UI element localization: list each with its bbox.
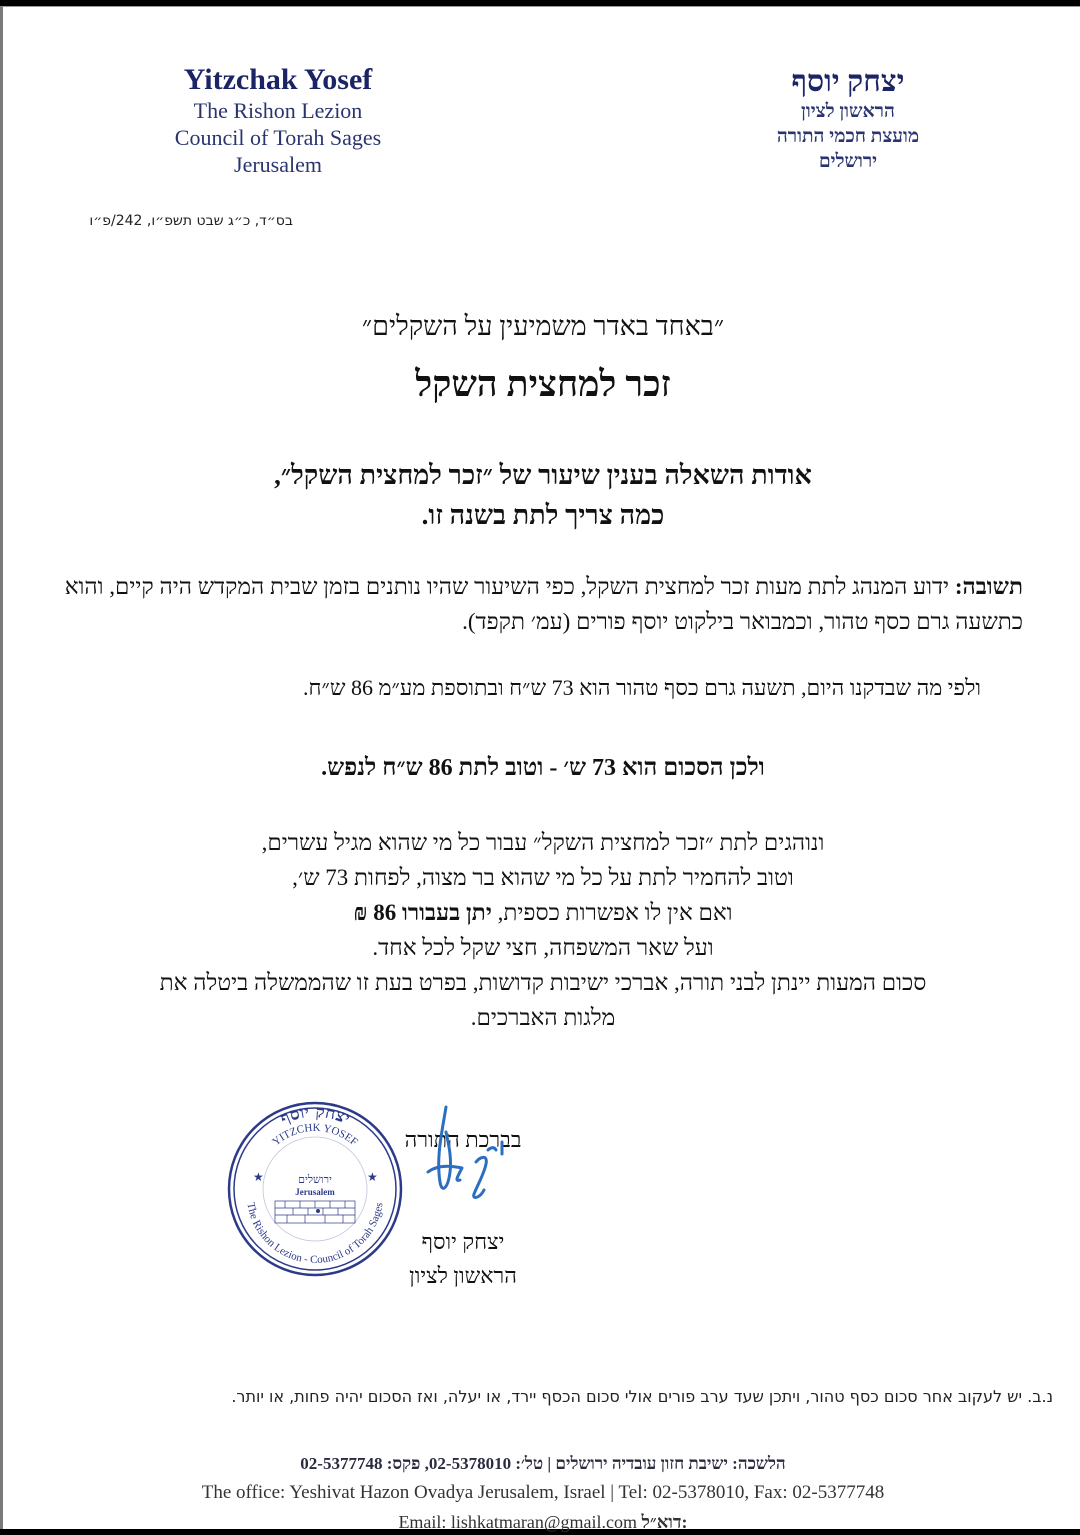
svg-text:YITZCHK YOSEF: YITZCHK YOSEF (270, 1121, 360, 1149)
custom-line-3-plain: ואם אין לו אפשרות כספית, (491, 900, 733, 925)
letterhead-city-he: ירושלים (818, 151, 878, 172)
postscript-note: נ.ב. יש לעקוב אחר סכום כסף טהור, ויתכן שעד ערב פורים אולי סכום הכסף יירד, או יעלה, ואז הסכום יהיה פחות, או יותר. (231, 1387, 1053, 1406)
svg-text:The Rishon Lezion - Council of: The Rishon Lezion - Council of Torah Sages (244, 1201, 386, 1267)
custom-line-4: ועל שאר המשפחה, חצי שקל לכל אחד. (372, 935, 714, 960)
letterhead-council-he: מועצת חכמי התורה (776, 126, 920, 147)
heading-quote: ״באחד באדר משמיעין על השקלים״ (361, 311, 725, 341)
handwritten-signature (418, 1102, 538, 1212)
footer-hebrew-contact: הלשכה: ישיבת חזון עובדיה ירושלים | טל׳: 02-5378010, פקס: 02-5377748 (300, 1454, 786, 1473)
signer-title: הראשון לציון (409, 1263, 517, 1288)
signer-block (383, 1225, 543, 1293)
footer-email (3, 1512, 1080, 1533)
answer-text: ידוע המנהג לתת מעות זכר למחצית השקל, כפי השיעור שהיו נותנים בזמן שבית המקדש היה קיים, והוא כתשעה גרם כסף טהור, וכמבואר בילקוט יוסף פורים (עמ׳ תקפד). (64, 574, 1023, 634)
svg-text:יצחק יוסף: יצחק יוסף (277, 1101, 353, 1129)
custom-line-5: סכום המעות יינתן לבני תורה, אברכי ישיבות קדושות, בפרט בעת זו שהממשלה ביטלה את (159, 970, 927, 995)
custom-line-3 (53, 895, 1033, 930)
svg-text:★: ★ (253, 1170, 264, 1184)
svg-text:★: ★ (367, 1170, 378, 1184)
svg-text:Jerusalem: Jerusalem (295, 1187, 335, 1197)
calculation-paragraph: ולפי מה שבדקנו היום, תשעה גרם כסף טהור הוא 73 ש״ח ובתוספת מע״מ 86 ש״ח. (303, 675, 981, 700)
letter-page (0, 6, 1080, 1532)
signature-blessing: בברכת התורה (404, 1127, 522, 1152)
page-title: זכר למחצית השקל (415, 364, 671, 404)
question (3, 455, 1080, 535)
official-seal (225, 1099, 405, 1279)
footer-email-address[interactable]: Email: lishkatmaran@gmail.com (398, 1512, 637, 1532)
custom-line-2: וטוב להחמיר לתת על כל מי שהוא בר מצוה, לפחות 73 ש׳, (292, 865, 794, 890)
answer-label: תשובה: (954, 574, 1023, 599)
summary-statement: ולכן הסכום הוא 73 ש׳ - וטוב לתת 86 ש״ח לנפש. (321, 755, 765, 781)
footer-english-contact: The office: Yeshivat Hazon Ovadya Jerusalem, Israel | Tel: 02-5378010, Fax: 02-5377748 (201, 1482, 885, 1503)
seal-stamp-icon (225, 1099, 405, 1279)
question-line-1: אודות השאלה בענין שיעור של ״זכר למחצית השקל״, (274, 460, 812, 490)
answer-paragraph (63, 569, 1023, 639)
letterhead-council-en: Council of Torah Sages (174, 125, 382, 150)
signer-name: יצחק יוסף (421, 1229, 505, 1254)
footer-email-label-he: דוא״ל: (641, 1512, 688, 1532)
custom-line-6: מלגות האברכים. (470, 1005, 616, 1030)
signature-scribble-icon (418, 1102, 538, 1212)
custom-paragraph (53, 825, 1033, 1035)
letterhead-city-en: Jerusalem (234, 152, 322, 177)
letterhead-english (143, 63, 413, 178)
letterhead-name-he: יצחק יוסף (791, 65, 905, 98)
letterhead-name-en: Yitzchak Yosef (183, 63, 373, 96)
question-line-2: כמה צריך לתת בשנה זו. (421, 500, 665, 530)
reference-date: בס״ד, כ״ג שבט תשפ״ו, 242/פ״ו (89, 213, 293, 229)
svg-text:ירושלים: ירושלים (298, 1173, 332, 1186)
custom-line-3-bold: יתן בעבורו 86 ₪ (353, 900, 492, 925)
letterhead-title-he: הראשון לציון (801, 101, 895, 122)
letterhead-title-en: The Rishon Lezion (193, 98, 363, 123)
letterhead-hebrew (733, 65, 963, 174)
custom-line-1: ונוהגים לתת ״זכר למחצית השקל״ עבור כל מי שהוא מגיל עשרים, (261, 830, 825, 855)
